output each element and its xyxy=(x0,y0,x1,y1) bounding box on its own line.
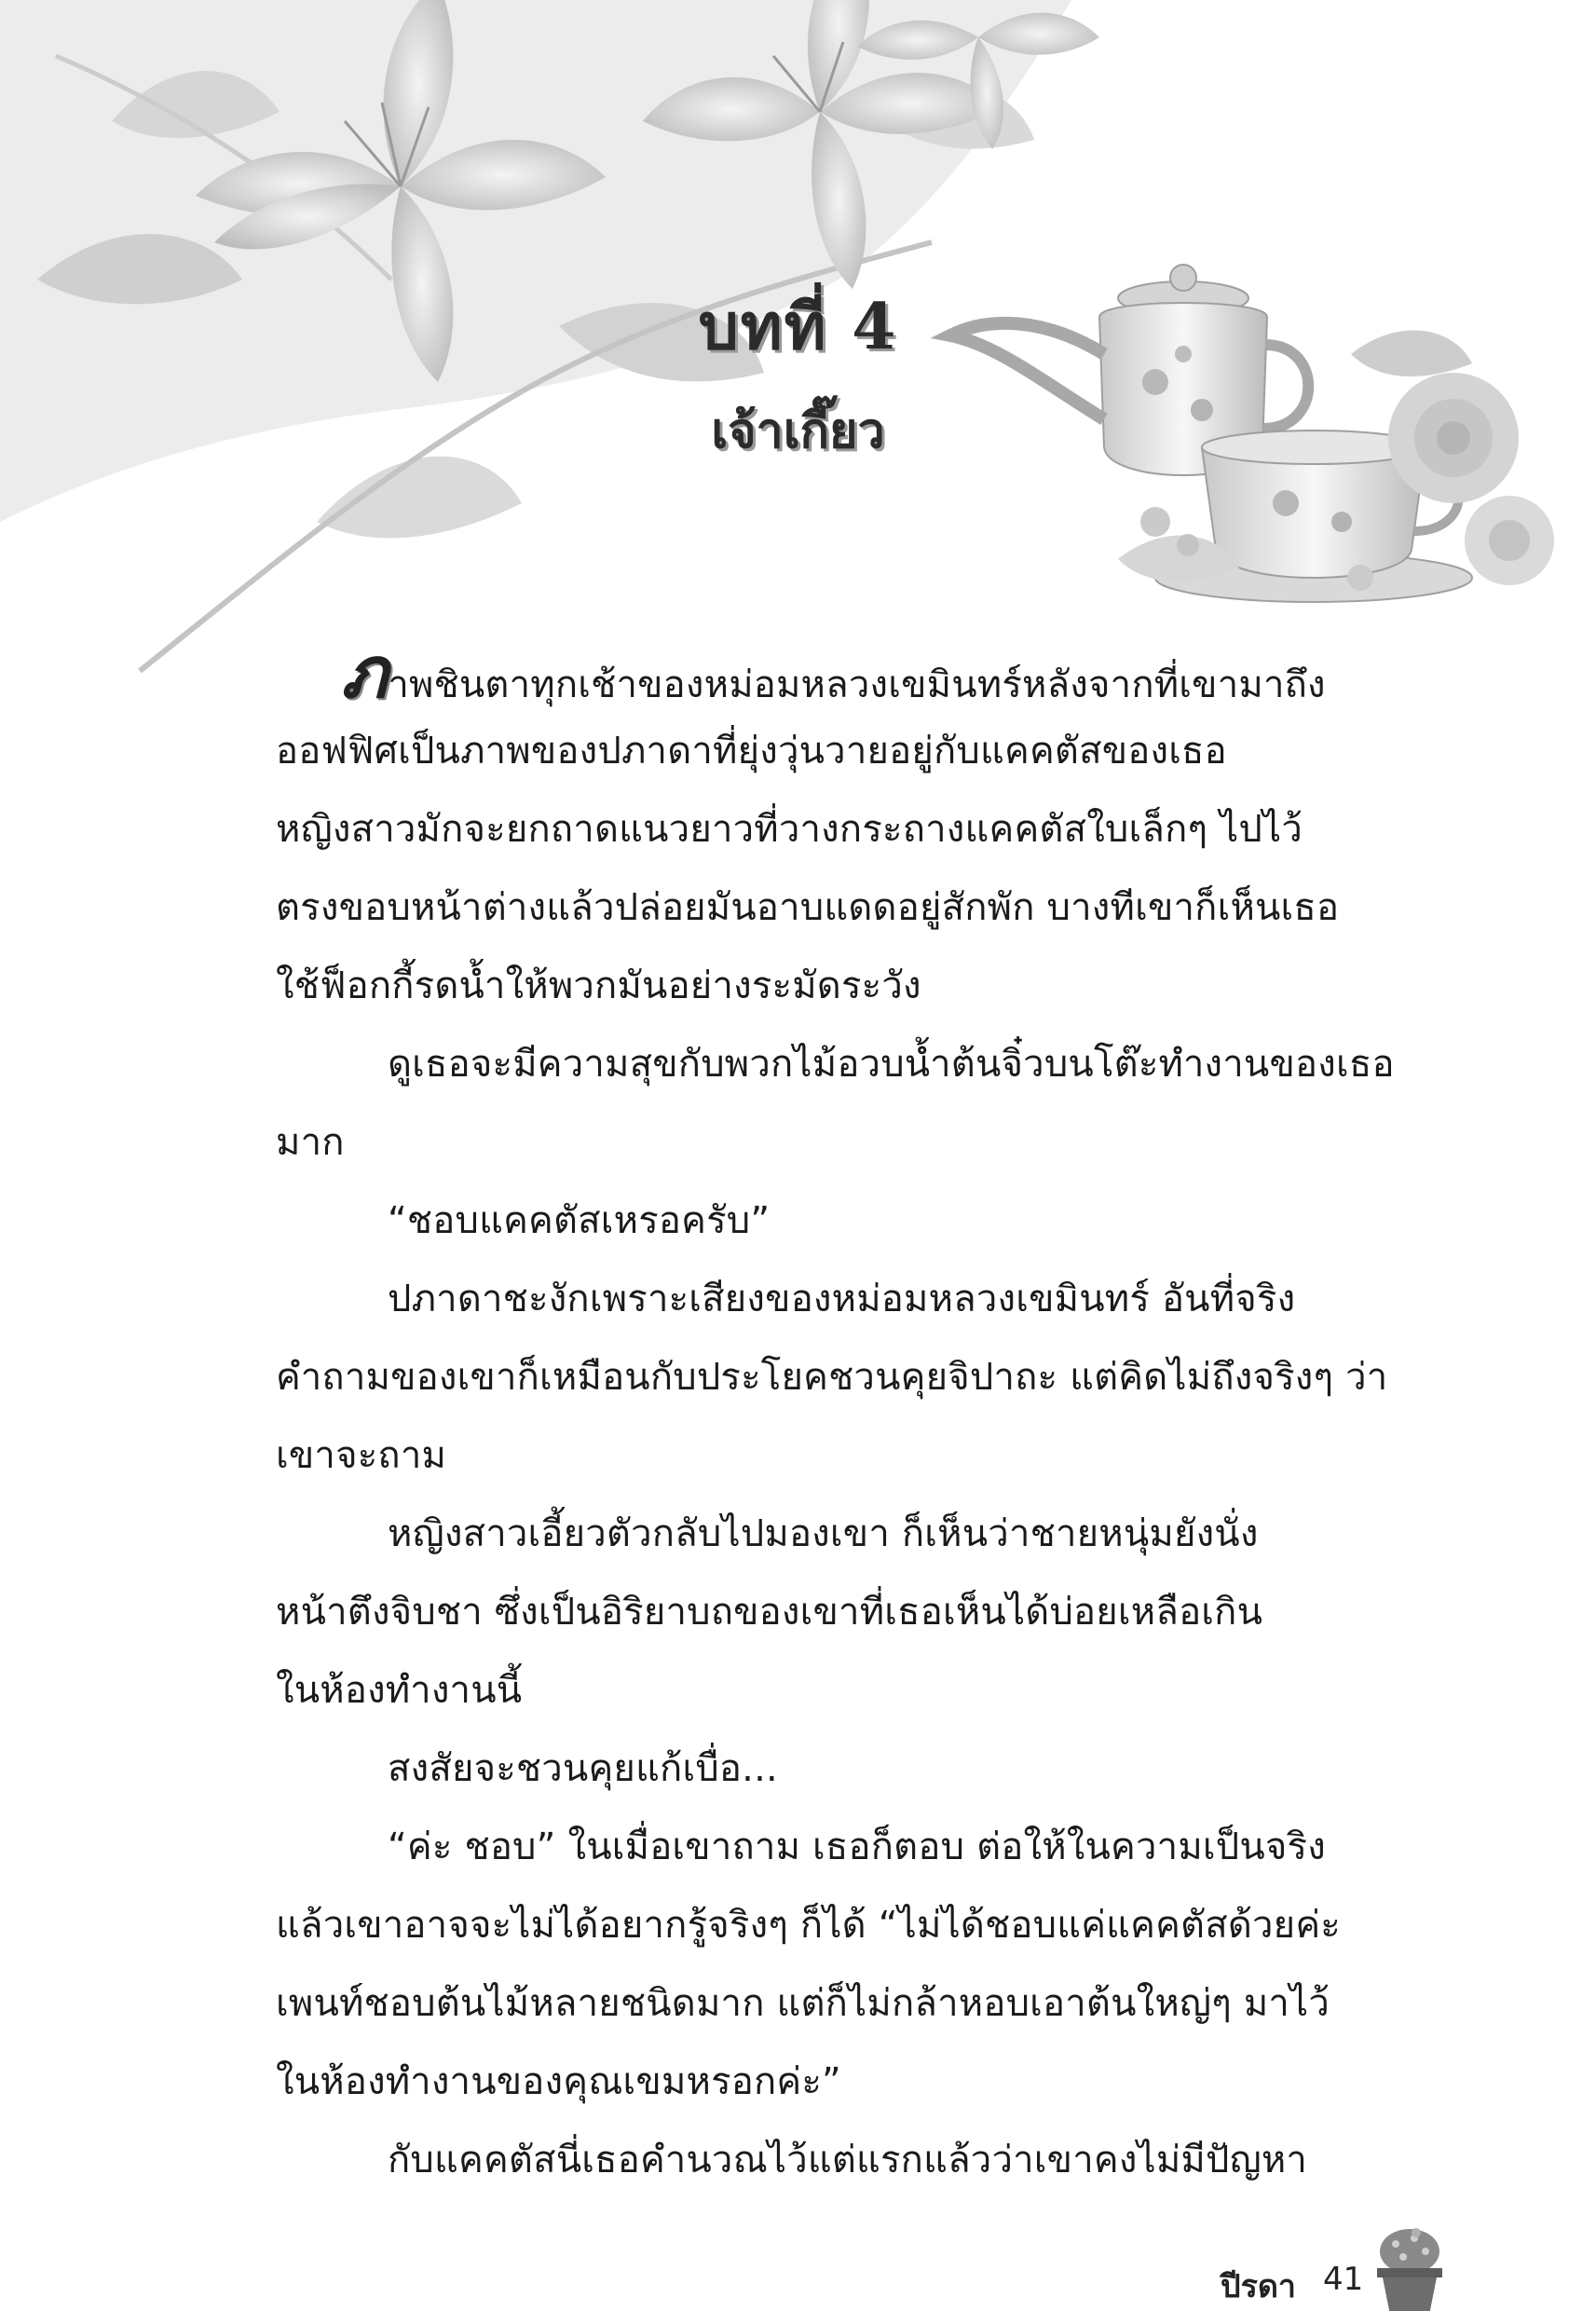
text-line xyxy=(276,1573,1431,1651)
chapter-number: บทที่ 4 xyxy=(698,290,898,364)
page-number: 41 xyxy=(1323,2261,1364,2298)
text-line-content: ดูเธอจะมีความสุขกับพวกไม้อวบน้ำต้นจิ๋วบนโต๊ะทำงานของเธอ xyxy=(388,1043,1395,1086)
text-line xyxy=(276,1495,1431,1573)
text-line-content: าพชินตาทุกเช้าของหม่อมหลวงเขมินทร์หลังจากที่เขามาถึง xyxy=(388,663,1326,706)
text-line-content: ในห้องทำงานนี้ xyxy=(276,1669,523,1712)
text-line-content: ตรงขอบหน้าต่างแล้วปล่อยมันอาบแดดอยู่สักพัก บางทีเขาก็เห็นเธอ xyxy=(276,886,1340,929)
text-line-content: คำถามของเขาก็เหมือนกับประโยคชวนคุยจิปาถะ แต่คิดไม่ถึงจริงๆ ว่า xyxy=(276,1356,1388,1399)
text-line xyxy=(276,1025,1431,1103)
text-line xyxy=(276,631,1431,714)
text-line xyxy=(276,1808,1431,1886)
text-line xyxy=(276,790,1431,868)
text-line-content: หญิงสาวมักจะยกถาดแนวยาวที่วางกระถางแคคตัสใบเล็กๆ ไปไว้ xyxy=(276,808,1303,851)
text-line-content: ออฟฟิศเป็นภาพของปภาดาที่ยุ่งวุ่นวายอยู่กับแคคตัสของเธอ xyxy=(276,730,1227,773)
text-line-content: ใช้ฟ็อกกี้รดน้ำให้พวกมันอย่างระมัดระวัง xyxy=(276,964,921,1007)
text-line xyxy=(276,1651,1431,1730)
text-line xyxy=(276,1964,1431,2043)
text-line xyxy=(276,2043,1431,2121)
text-line-content: “ค่ะ ชอบ” ในเมื่อเขาถาม เธอก็ตอบ ต่อให้ในความเป็นจริง xyxy=(388,1826,1326,1868)
text-line-content: กับแคคตัสนี่เธอคำนวณไว้แต่แรกแล้วว่าเขาคงไม่มีปัญหา xyxy=(388,2139,1308,2181)
text-line xyxy=(276,2121,1431,2199)
text-line xyxy=(276,1182,1431,1260)
drop-cap: ภ xyxy=(341,631,389,714)
text-line-content: สงสัยจะชวนคุยแก้เบื่อ... xyxy=(388,1747,778,1790)
text-line-content: แล้วเขาอาจจะไม่ได้อยากรู้จริงๆ ก็ได้ “ไม่ได้ชอบแค่แคคตัสด้วยค่ะ xyxy=(276,1904,1341,1947)
text-line-content: ในห้องทำงานของคุณเขมหรอกค่ะ” xyxy=(276,2060,841,2103)
text-line xyxy=(276,1730,1431,1808)
cactus-pot-icon xyxy=(1368,2227,1452,2311)
text-line xyxy=(276,947,1431,1025)
text-line xyxy=(276,1260,1431,1338)
footer-author: ปีรดา xyxy=(1221,2268,1297,2305)
text-line xyxy=(276,1886,1431,1964)
text-line xyxy=(276,868,1431,947)
text-line xyxy=(276,1103,1431,1182)
text-line-content: หน้าตึงจิบชา ซึ่งเป็นอิริยาบถของเขาที่เธอเห็นได้บ่อยเหลือเกิน xyxy=(276,1591,1263,1634)
text-line xyxy=(276,1416,1431,1495)
text-line-content: เพนท์ชอบต้นไม้หลายชนิดมาก แต่ก็ไม่กล้าหอบเอาต้นใหญ่ๆ มาไว้ xyxy=(276,1982,1330,2025)
text-line-content: มาก xyxy=(276,1121,345,1164)
text-line-content: หญิงสาวเอี้ยวตัวกลับไปมองเขา ก็เห็นว่าชายหนุ่มยังนั่ง xyxy=(388,1512,1259,1555)
body-text xyxy=(276,631,1431,2199)
chapter-title: เจ้าเกี๊ยว xyxy=(711,403,885,459)
text-line xyxy=(276,712,1431,790)
text-line-content: “ชอบแคคตัสเหรอครับ” xyxy=(388,1199,771,1242)
text-line xyxy=(276,1338,1431,1416)
text-line-content: เขาจะถาม xyxy=(276,1434,447,1477)
text-line-content: ปภาดาชะงักเพราะเสียงของหม่อมหลวงเขมินทร์ อันที่จริง xyxy=(388,1278,1296,1320)
